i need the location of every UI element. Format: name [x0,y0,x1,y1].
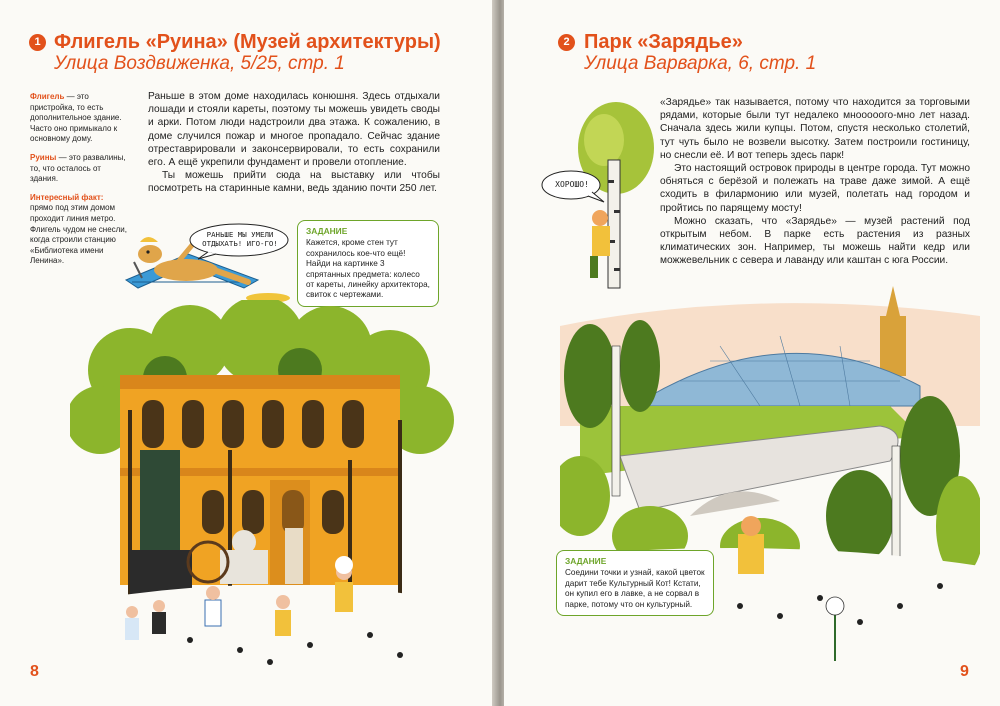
paragraph: Можно сказать, что «Зарядье» — музей растений под открытым небом. В парке есть растения из разных климатических зон. Например, ты можешь найти кедр или можжевельник с севера и лаванду или каштан с юга России. [660,215,970,267]
task-text: Соедини точки и узнай, какой цветок дарит тебе Культурный Кот! Кстати, он купил его в лавке, а не сорвал в парке, потому что он культурный. [565,568,705,609]
right-page [504,0,1000,706]
main-text [660,96,970,268]
task-box [297,220,439,307]
note-fligel [30,92,128,145]
page-title: Парк «Зарядье» [584,31,743,53]
ruina-building-illustration [70,300,460,670]
bubble-text: ХОРОШО! [555,180,589,189]
bubble-text [200,230,280,248]
task-label: ЗАДАНИЕ [306,226,348,236]
main-text [148,90,440,196]
page-number: 9 [960,663,969,680]
section-number-badge: 1 [29,34,46,51]
paragraph: «Зарядье» так называется, потому что находится за торговыми рядами, которые были тут недалеко мнооооого-мно лет назад. Сначала здесь жили купцы. Потом, спустя несколько столетий, тут чуть было не возвели высотку. Затем построили гостиницу, но снесли её. И вот теперь здесь парк! [660,97,970,161]
page-number: 8 [30,663,39,680]
term-label: Интересный факт: [30,192,104,202]
page-subtitle: Улица Варварка, 6, стр. 1 [584,53,817,74]
task-text: Кажется, кроме стен тут сохранилось кое-что ещё! Найди на картинке 3 спрятанных предмета: колесо от кареты, линейку архитектора, свиток с чертежами. [306,238,430,300]
term-text: — это развалины, то, что осталось от здания. [30,152,126,184]
sidebar-notes [30,92,128,275]
bubble-line: РАНЬШЕ МЫ УМЕЛИ [206,230,274,239]
left-page [0,0,496,706]
note-ruins [30,153,128,185]
task-box [556,550,714,616]
paragraph: Это настоящий островок природы в центре города. Тут можно обняться с берёзой и полежать на траве даже зимой. А ещё сходить в филармонию или музей, полетать над городом и пройтись по парящему мосту! [660,163,970,214]
term-text: — это пристройка, то есть дополнительное здание. Часто оно примыкало к основному дому. [30,92,122,144]
task-label: ЗАДАНИЕ [565,556,607,566]
section-number-badge: 2 [558,34,575,51]
note-fact [30,193,128,267]
page-title: Флигель «Руина» (Музей архитектуры) [54,31,441,53]
term-text: прямо под этим домом проходит линия метро. Флигель чудом не снесли, когда строили станцию «Библиотека имени Ленина». [30,203,127,266]
term-label: Руины [30,152,57,162]
paragraph: Раньше в этом доме находилась конюшня. Здесь отдыхали лошади и стояли кареты, поэтому ты можешь увидеть своды и арки. Потом люди надстроили два этажа. К сожалению, в доме случился пожар и многое пропадало. Сейчас здание отреставрировали и законсервировали, то есть сохранили его. А ещё укрепили фундамент и провели отопление. [148,91,440,169]
paragraph: Ты можешь прийти сюда на выставку или чтобы посмотреть на старинные камни, ведь зданию почти 250 лет. [148,170,440,195]
term-label: Флигель [30,92,65,101]
bubble-line: ОТДЫХАТЬ! ИГО-ГО! [202,239,278,248]
page-subtitle: Улица Воздвиженка, 5/25, стр. 1 [54,53,345,74]
